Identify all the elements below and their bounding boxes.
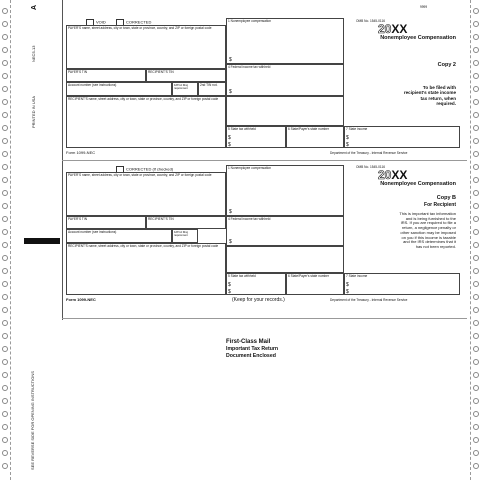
tractor-hole (473, 60, 479, 66)
tractor-hole (2, 99, 8, 105)
corrected-label: CORRECTED (if checked) (126, 166, 174, 172)
tractor-hole (2, 346, 8, 352)
corrected-label: CORRECTED (126, 19, 152, 25)
tractor-hole (473, 8, 479, 14)
tractor-hole (473, 242, 479, 248)
tax-year: 20XX (378, 22, 408, 36)
tractor-hole (2, 177, 8, 183)
tractor-hole (2, 307, 8, 313)
tractor-hole (473, 463, 479, 469)
copyb-box4[interactable]: 4 Federal income tax withheld $ (226, 216, 344, 246)
tractor-hole (2, 437, 8, 443)
copyb-box1[interactable]: 1 Nonemployee compensation $ (226, 165, 344, 216)
left-tractor-strip (0, 0, 11, 480)
tractor-hole (2, 268, 8, 274)
copy2-payer-box[interactable] (66, 25, 226, 69)
copyb-payer-box[interactable]: PAYER'S name, street address, city or town, state or province, country, and ZIP or foreign postal code (66, 172, 226, 216)
tractor-hole (473, 424, 479, 430)
copy2-second-tin[interactable]: 2nd TIN not. (198, 82, 226, 96)
copy2-payer-tin[interactable]: PAYER'S TIN (66, 69, 146, 82)
tractor-hole (473, 34, 479, 40)
tractor-hole (473, 99, 479, 105)
tractor-hole (2, 463, 8, 469)
copy2-department: Department of the Treasury - Internal Revenue Service (330, 151, 408, 155)
copyb-fatca[interactable]: FATCA filing requirement (172, 229, 198, 243)
tractor-hole (2, 60, 8, 66)
tractor-hole (2, 320, 8, 326)
copy-sub: For Recipient (424, 202, 456, 208)
printed-note: PRINTED IN USA (31, 95, 36, 128)
tractor-hole (2, 73, 8, 79)
copy2-box7[interactable]: 7 State income $ $ (344, 126, 460, 148)
tractor-hole (473, 164, 479, 170)
mailer-important: Important Tax Return (226, 346, 279, 352)
void-label: VOID (96, 19, 106, 25)
tractor-hole (473, 151, 479, 157)
form-marker: A (31, 4, 38, 10)
copyb-keep-note: (Keep for your records.) (232, 297, 285, 303)
tractor-hole (473, 385, 479, 391)
tractor-hole (2, 385, 8, 391)
tractor-hole (473, 359, 479, 365)
tractor-hole (2, 86, 8, 92)
copy2-empty-box (226, 96, 344, 126)
tractor-hole (473, 190, 479, 196)
copy2-account-number[interactable]: Account number (see instructions) (66, 82, 172, 96)
tractor-hole (473, 320, 479, 326)
omb-number: OMB No. 1545-0116 (356, 19, 385, 23)
tractor-hole (473, 281, 479, 287)
copy2-fatca[interactable]: FATCA filing requirement (172, 82, 198, 96)
tractor-hole (2, 424, 8, 430)
tractor-hole (473, 437, 479, 443)
copyb-recipient-tin[interactable]: RECIPIENT'S TIN (146, 216, 226, 229)
tractor-hole (2, 112, 8, 118)
copy2-box4[interactable]: 4 Federal income tax withheld $ (226, 64, 344, 96)
tractor-hole (473, 450, 479, 456)
tractor-hole (473, 411, 479, 417)
tractor-hole (2, 47, 8, 53)
copyb-empty-box (226, 246, 344, 273)
tractor-hole (2, 21, 8, 27)
tractor-hole (473, 333, 479, 339)
copyb-box7[interactable]: 7 State income $ $ (344, 273, 460, 295)
tractor-hole (473, 268, 479, 274)
tractor-hole (2, 164, 8, 170)
tractor-hole (473, 294, 479, 300)
tractor-hole (2, 8, 8, 14)
fold-marker (24, 238, 60, 244)
tractor-hole (2, 125, 8, 131)
tractor-hole (2, 151, 8, 157)
copyb-payer-tin[interactable]: PAYER'S TIN (66, 216, 146, 229)
payer-name-label: PAYER'S name, street address, city or town, state or province, country, and ZIP or foreign postal code (68, 26, 212, 30)
copy2-recipient-box[interactable]: RECIPIENT'S name, street address, city or town, state or province, country, and ZIP or foreign postal code (66, 96, 226, 148)
form-title: Nonemployee Compensation (380, 35, 456, 41)
copy-note: This is important tax information and is being furnished to the IRS. If you are required to file a return, a negligence penalty or other sanction may be imposed on you if this income is taxable and the IRS determines that it has not been reported. (399, 211, 456, 249)
copyb-form-id: Form 1099-NEC (66, 297, 96, 302)
form-code: NEC5-13 (31, 45, 36, 62)
tractor-hole (473, 216, 479, 222)
copyb-box6[interactable]: 6 State/Payer's state number (286, 273, 344, 295)
copy2-box1[interactable]: 1 Nonemployee compensation $ (226, 18, 344, 64)
tractor-hole (2, 229, 8, 235)
tractor-hole (2, 216, 8, 222)
tractor-hole (2, 281, 8, 287)
tractor-hole (473, 372, 479, 378)
tractor-hole (473, 73, 479, 79)
tractor-hole (2, 242, 8, 248)
tractor-hole (473, 21, 479, 27)
tractor-hole (2, 333, 8, 339)
tractor-hole (2, 203, 8, 209)
tractor-hole (473, 86, 479, 92)
mailer-first-class: First-Class Mail (226, 339, 271, 345)
tractor-hole (473, 203, 479, 209)
tractor-hole (2, 138, 8, 144)
copy-label: Copy B (436, 195, 456, 201)
copy-note: To be filed with recipient's state income tax return, when required. (403, 85, 456, 107)
form-number-top: 9999 (420, 5, 428, 9)
tractor-hole (2, 34, 8, 40)
tractor-hole (473, 255, 479, 261)
box1-label: 1 Nonemployee compensation (228, 19, 272, 23)
tractor-hole (2, 294, 8, 300)
tractor-hole (2, 411, 8, 417)
right-tractor-strip (470, 0, 480, 480)
tractor-hole (2, 398, 8, 404)
tractor-hole (473, 125, 479, 131)
mailer-enclosed: Document Enclosed (226, 353, 276, 359)
tractor-hole (473, 47, 479, 53)
tractor-hole (473, 112, 479, 118)
tractor-hole (473, 307, 479, 313)
reverse-side-note: SEE REVERSE SIDE FOR OPENING INSTRUCTIONS (30, 371, 35, 470)
tractor-hole (2, 255, 8, 261)
form-title: Nonemployee Compensation (380, 181, 456, 187)
copy2-recipient-tin[interactable]: RECIPIENT'S TIN (146, 69, 226, 82)
copyb-department: Department of the Treasury - Internal Revenue Service (330, 298, 408, 302)
tractor-hole (2, 190, 8, 196)
tractor-hole (473, 177, 479, 183)
tax-year: 20XX (378, 168, 408, 182)
tractor-hole (2, 359, 8, 365)
copy2-box6[interactable]: 6 State/Payer's state number (286, 126, 344, 148)
tractor-hole (2, 450, 8, 456)
copyb-recipient-box[interactable]: RECIPIENT'S name, street address, city or town, state or province, country, and ZIP or foreign postal code (66, 243, 226, 295)
tractor-hole (473, 138, 479, 144)
tractor-hole (473, 398, 479, 404)
copyb-account-number[interactable]: Account number (see instructions) (66, 229, 172, 243)
copy2-form-id: Form 1099-NEC (66, 150, 96, 155)
copy-label: Copy 2 (437, 62, 456, 68)
tractor-hole (2, 372, 8, 378)
tractor-hole (473, 229, 479, 235)
omb-number: OMB No. 1545-0116 (356, 165, 385, 169)
copy2-box5[interactable]: 5 State tax withheld $ $ (226, 126, 286, 148)
tractor-hole (473, 346, 479, 352)
copyb-box5[interactable]: 5 State tax withheld $ $ (226, 273, 286, 295)
